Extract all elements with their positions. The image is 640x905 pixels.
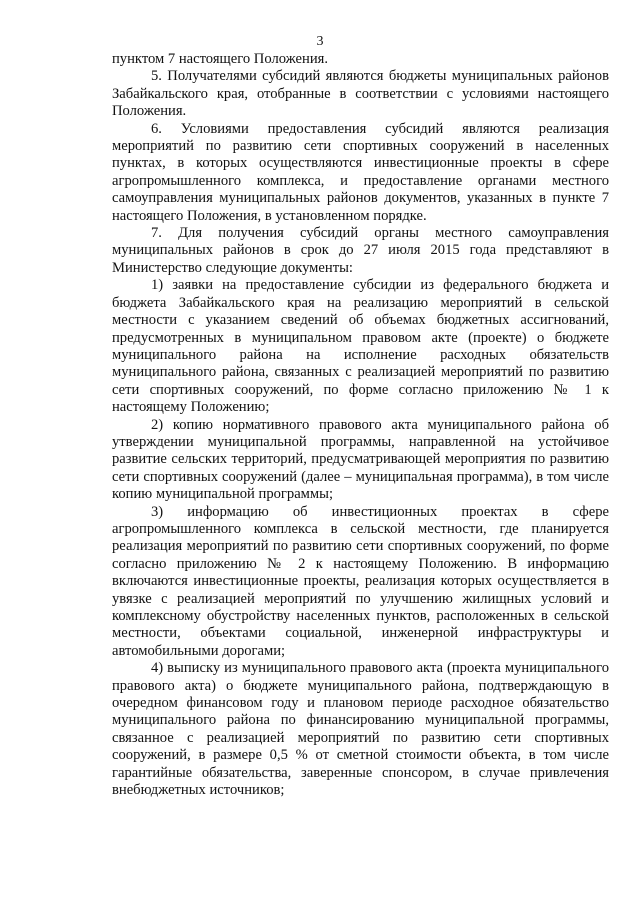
paragraph-subitem-4: 4) выписку из муниципального правового акта (проекта муниципального правового акта) о бюджете муниципального района, подтверждающую в очередном финансовом году и плановом периоде расходное обязательство муниципального района по финансированию муниципальной программы, связанное с реализацией мероприятий по развитию сети спортивных сооружений, в размере 0,5 % от сметной стоимости объекта, в том числе гарантийные обязательства, заверенные спонсором, в случае привлечения внебюджетных источников;	[112, 660, 609, 799]
paragraph-subitem-3: 3) информацию об инвестиционных проектах в сфере агропромышленного комплекса в сельской местности, где планируется реализация мероприятий по развитию сети спортивных сооружений, по форме согласно приложению № 2 к настоящему Положению. В информацию включаются инвестиционные проекты, реализация которых осуществляется в увязке с реализацией мероприятий по улучшению жилищных условий и комплексному обустройству населенных пунктов, расположенных в сельской местности, объектами социальной, инженерной инфраструктуры и автомобильными дорогами;	[112, 503, 609, 659]
paragraph-item-5: 5. Получателями субсидий являются бюджеты муниципальных районов Забайкальского края, отобранные в соответствии с условиями настоящего Положения.	[112, 68, 609, 120]
paragraph-item-6: 6. Условиями предоставления субсидий являются реализация мероприятий по развитию сети спортивных сооружений в населенных пунктах, в которых осуществляются инвестиционные проекты в сфере агропромышленного комплекса, и предоставление органами местного самоуправления муниципальных районов документов, указанных в пункте 7 настоящего Положения, в установленном порядке.	[112, 120, 609, 224]
document-body	[112, 51, 609, 799]
paragraph-continuation: пунктом 7 настоящего Положения.	[112, 51, 329, 67]
paragraph-item-7: 7. Для получения субсидий органы местного самоуправления муниципальных районов в срок до 27 июля 2015 года представляют в Министерство следующие документы:	[112, 225, 609, 276]
paragraph-subitem-1: 1) заявки на предоставление субсидии из федерального бюджета и бюджета Забайкальского края на реализацию мероприятий в сельской местности с указанием сведений об объемах бюджетных ассигнований, предусмотренных в муниципальном правовом акте (проекте) о бюджете муниципального района на исполнение расходных обязательств муниципального района, связанных с реализацией мероприятий по развитию сети спортивных сооружений, по форме согласно приложению № 1 к настоящему Положению;	[112, 277, 609, 416]
paragraph-subitem-2: 2) копию нормативного правового акта муниципального района об утверждении муниципальной программы, направленной на устойчивое развитие сельских территорий, предусматривающей мероприятия по развитию сети спортивных сооружений (далее – муниципальная программа), в том числе копию муниципальной программы;	[112, 416, 609, 503]
page-number: 3	[316, 34, 324, 49]
